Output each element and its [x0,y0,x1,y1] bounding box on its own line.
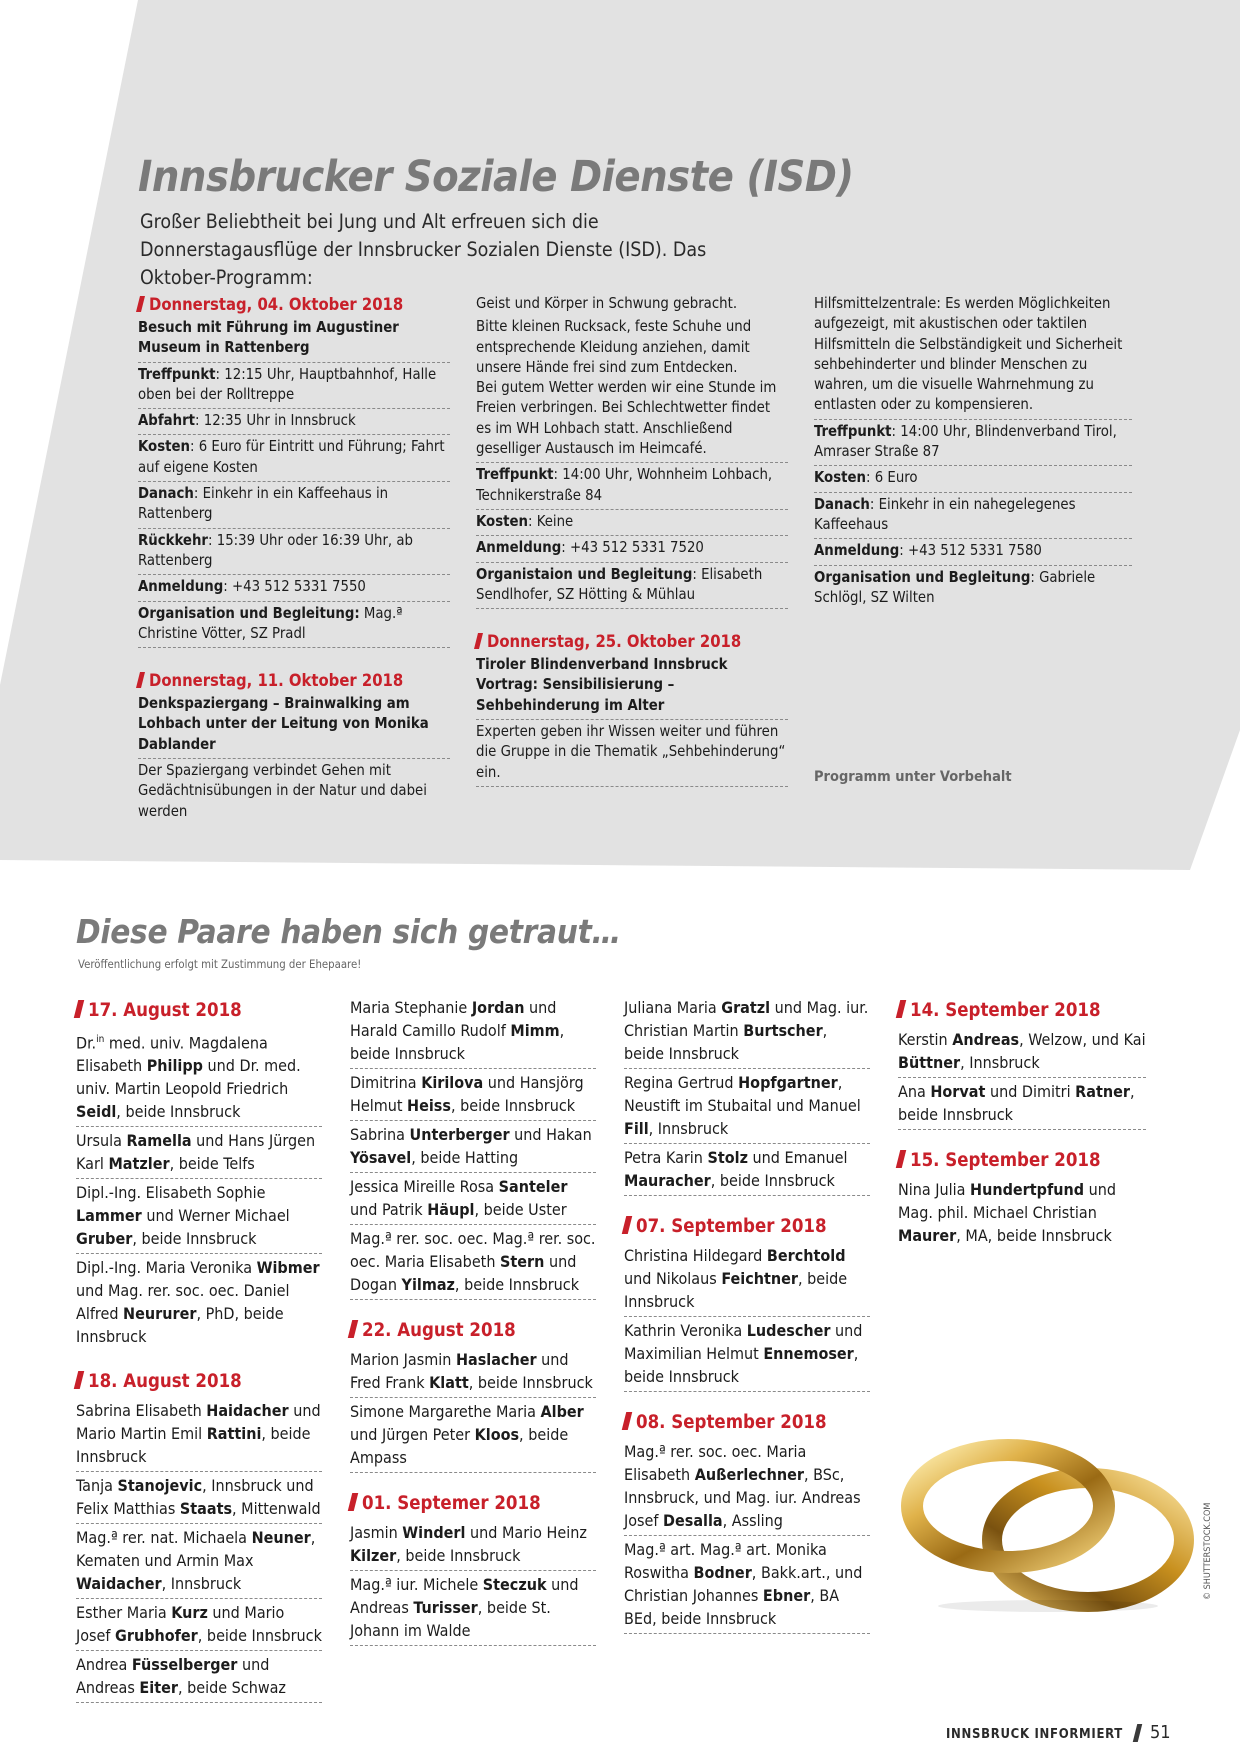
text: und Mag. iur. Christian Martin [624,998,869,1040]
surname: Maurer [898,1226,957,1245]
value: : +43 512 5331 7550 [223,578,366,596]
danach-oct-4 [138,482,450,529]
surname: Wibmer [256,1258,320,1278]
surname: Kurz [171,1603,208,1623]
danach-oct-25 [814,493,1132,540]
text: , beide Innsbruck [624,1344,859,1386]
value: : Gabriele Schlögl, SZ Wilten [814,568,1096,606]
text: Dr. [76,1033,97,1053]
text: und Andreas [76,1655,270,1698]
text: Marion Jasmin [350,1350,456,1369]
value: : 6 Euro [866,469,918,487]
text: und Andreas [350,1575,579,1617]
couple-entry [898,1176,1146,1250]
wedding-rings-image [898,1428,1194,1618]
wedding-date: 01. Septemer 2018 [350,1491,596,1517]
text: , Innsbruck [648,1119,729,1138]
label: Danach [138,485,194,503]
couple-entry [76,1127,322,1179]
surname: Lammer [76,1206,142,1226]
couple-entry [350,1173,596,1225]
value: : 6 Euro für Eintritt und Führung; Fahrt auf eigene Kosten [138,438,445,476]
organisation-oct-4 [138,602,450,649]
couple-entry [624,1536,870,1634]
label: Treffpunkt [476,466,554,484]
text: und Mario Josef [76,1603,285,1646]
text: Christina Hildegard [624,1246,767,1265]
text: Mag.ª rer. nat. Michaela [76,1528,252,1548]
abfahrt-oct-4 [138,409,450,435]
couple-entry [624,1317,870,1392]
surname: Stanojevic [117,1476,203,1496]
text: , beide Innsbruck [454,1275,580,1294]
paare-column-3 [624,996,870,1634]
couple-entry [76,1651,322,1703]
text: , Innsbruck [161,1574,242,1594]
text: Mag.ª rer. soc. oec. Maria Elisabeth [624,1442,807,1484]
label: Danach [814,495,870,513]
publication-name: INNSBRUCK INFORMIERT [946,1727,1123,1742]
value: : Einkehr in ein Kaffeehaus in Rattenberg [138,485,389,523]
text: , beide Innsbruck [396,1546,521,1565]
surname: Waidacher [76,1574,162,1594]
text: Tanja [76,1476,118,1496]
wedding-date: 07. September 2018 [624,1214,870,1240]
paare-column-2 [350,996,596,1646]
text: , beide Innsbruck [468,1373,593,1392]
surname: Neuner [251,1528,311,1548]
surname: Alber [540,1402,584,1421]
couple-entry [624,1069,870,1144]
value: : Einkehr in ein nahegelegenes Kaffeehaus [814,495,1076,533]
text: Kerstin [898,1030,953,1049]
wedding-date: 17. August 2018 [76,998,322,1024]
text: , beide Uster [474,1200,567,1219]
text: , beide Innsbruck [898,1082,1135,1124]
couple-entry [350,1398,596,1473]
text: , beide Innsbruck [197,1626,322,1646]
text: und Mario Heinz [465,1523,587,1542]
treffpunkt-oct-4 [138,363,450,410]
surname: Grubhofer [115,1626,198,1646]
label: Rückkehr [138,531,209,549]
event-text-oct-25: Experten geben ihr Wissen weiter und führen die Gruppe in die Thematik „Sehbehinderung“ ein. [476,720,788,787]
label: Kosten [814,469,867,487]
couple-entry [76,1599,322,1651]
text: med. univ. Magdalena Elisabeth [76,1033,268,1076]
treffpunkt-oct-11 [476,463,788,510]
surname: Gratzl [721,998,771,1017]
label: Kosten [476,512,529,530]
couple-entry [350,996,596,1069]
paare-title: Diese Paare haben sich getraut… [76,912,621,951]
surname: Büttner [898,1053,961,1072]
surname: Yilmaz [401,1275,455,1294]
text: Simone Margarethe Maria [350,1402,541,1421]
text: Nina Julia [898,1180,971,1199]
text: Mag.ª rer. soc. oec. Mag.ª rer. soc. oec. Maria Elisabeth [350,1229,596,1271]
text: , beide Innsbruck [76,1424,311,1467]
event-text-oct-11: Der Spaziergang verbindet Gehen mit Gedächtnisübungen in der Natur und dabei werden [138,762,427,820]
text: , beide Innsbruck [132,1229,257,1249]
text: und Patrik [350,1200,428,1219]
isd-intro: Großer Beliebtheit bei Jung und Alt erfreuen sich die Donnerstagausflüge der Innsbrucker Sozialen Dienste (ISD). Das Oktober-Programm: [140,210,707,289]
page-number: 51 [1149,1722,1171,1743]
surname: Philipp [146,1056,203,1076]
text: und Jürgen Peter [350,1425,475,1444]
surname: Seidl [76,1102,117,1122]
value: : 12:15 Uhr, Hauptbahnhof, Halle oben bei der Rolltreppe [138,365,437,403]
surname: Haidacher [206,1401,289,1421]
text: , MA, beide Innsbruck [956,1226,1112,1245]
surname: Heiss [407,1096,451,1115]
event-text-oct-25-hilfsmittel: Hilfsmittelzentrale: Es werden Möglichkeiten aufgezeigt, mit akustischen oder taktilen Hilfsmitteln die Selbständigkeit und Sicherheit sehbehinderter und blinder Menschen zu wahren, um die visuelle Wahrnehmung zu entlasten oder zu kompensieren. [814,294,1132,420]
text: , beide Innsbruck [710,1171,835,1190]
surname: Rattini [206,1424,262,1444]
paare-note: Veröffentlichung erfolgt mit Zustimmung der Ehepaare! [78,958,362,971]
program-disclaimer: Programm unter Vorbehalt [814,769,1012,785]
isd-column-3 [814,294,1132,611]
surname: Füsselberger [131,1655,238,1675]
couple-entry [350,1069,596,1121]
value: : 12:35 Uhr in Innsbruck [195,412,356,430]
text: und Dr. med. univ. Martin Leopold Friedrich [76,1056,301,1099]
kosten-oct-4 [138,435,450,482]
text: und Fred Frank [350,1350,569,1392]
surname: Ebner [762,1586,811,1605]
wedding-date: 08. September 2018 [624,1410,870,1436]
text: , BA BEd, beide Innsbruck [624,1586,840,1628]
text: Esther Maria [76,1603,172,1623]
value: : Elisabeth Sendlhofer, SZ Hötting & Mühlau [476,565,763,603]
wedding-date: 14. September 2018 [898,998,1146,1024]
couple-entry [898,1078,1146,1130]
text: Petra Karin [624,1148,708,1167]
couple-entry [76,1179,322,1254]
surname: Desalla [663,1511,723,1530]
surname: Neururer [123,1304,197,1324]
surname: Ramella [126,1131,192,1151]
label: Anmeldung [814,542,900,560]
surname: Gruber [76,1229,133,1249]
surname: Bodner [693,1563,752,1582]
event-headline-oct-4: Besuch mit Führung im Augustiner Museum in Rattenberg [138,316,450,363]
value: : Keine [528,512,574,530]
text: , beide Innsbruck [624,1021,828,1063]
surname: Feichtner [721,1269,798,1288]
text: Dipl.-Ing. Elisabeth Sophie [76,1183,266,1203]
text: , beide Innsbruck [350,1021,565,1063]
couple-entry [350,1571,596,1646]
couple-entry [76,1397,322,1472]
text: Mag.ª art. Mag.ª art. Monika Roswitha [624,1540,827,1582]
couple-entry [76,1026,322,1127]
surname: Fill [624,1119,649,1138]
surname: Ludescher [746,1321,831,1340]
text: Regina Gertrud [624,1073,739,1092]
surname: Turisser [413,1598,478,1617]
wedding-date: 18. August 2018 [76,1369,322,1395]
event-date-oct-11: Donnerstag, 11. Oktober 2018 [138,670,450,692]
anmeldung-oct-4 [138,575,450,601]
couple-entry [350,1519,596,1571]
surname: Kilzer [350,1546,397,1565]
label: Abfahrt [138,412,196,430]
surname: Horvat [930,1082,986,1101]
wedding-date: 15. September 2018 [898,1148,1146,1174]
surname: Klatt [429,1373,469,1392]
surname: Stern [500,1252,545,1271]
text: und Hakan [509,1125,592,1144]
surname: Burtscher [743,1021,823,1040]
event-headline-oct-11: Denkspaziergang – Brainwalking am Lohbach unter der Leitung von Monika Dablander [138,692,450,759]
value: : 14:00 Uhr, Wohnheim Lohbach, Technikerstraße 84 [476,466,773,504]
couple-entry [898,1026,1146,1078]
text: , Bakk.art., und Christian Johannes [624,1563,863,1605]
paare-column-1 [76,998,322,1703]
text: Dipl.-Ing. Maria Veronika [76,1258,257,1278]
text: und Harald Camillo Rudolf [350,998,557,1040]
text: Jasmin [350,1523,403,1542]
surname: Mimm [510,1021,560,1040]
text: , beide Schwaz [177,1678,286,1698]
text: , Innsbruck und Felix Matthias [76,1476,314,1519]
surname: Eiter [139,1678,178,1698]
isd-title: Innsbrucker Soziale Dienste (ISD) [138,152,854,202]
text: Sabrina Elisabeth [76,1401,207,1421]
value: : 14:00 Uhr, Blindenverband Tirol, Amraser Straße 87 [814,422,1117,461]
text: , BSc, Innsbruck, und Mag. iur. Andreas Josef [624,1465,861,1530]
text: , Neustift im Stubaital und Manuel [624,1073,861,1115]
text: , beide Innsbruck [116,1102,241,1122]
text: Mag.ª iur. Michele [350,1575,483,1594]
surname: Matzler [108,1154,170,1174]
label: Treffpunkt [138,365,216,383]
couple-entry [76,1254,322,1351]
value: : 15:39 Uhr oder 16:39 Uhr, ab Rattenberg [138,531,413,569]
text: und Hansjörg Helmut [350,1073,584,1115]
text: , beide Innsbruck [624,1269,848,1311]
text: und Mag. rer. soc. oec. Daniel Alfred [76,1281,290,1324]
surname: Andreas [952,1030,1020,1049]
label: Organistaion und Begleitung [476,565,693,583]
text: und Mag. phil. Michael Christian [898,1180,1116,1222]
text: , beide Hatting [411,1148,519,1167]
kosten-oct-11 [476,510,788,536]
surname: Ratner [1075,1082,1130,1101]
couple-entry [350,1225,596,1300]
superscript: in [96,1034,105,1045]
image-copyright: © SHUTTERSTOCK.COM [1203,1502,1213,1600]
couple-entry [624,1438,870,1536]
label: Anmeldung [138,578,224,596]
text: Sabrina [350,1125,410,1144]
text: , beide Telfs [169,1154,255,1174]
text: und Werner Michael [141,1206,290,1226]
surname: Santeler [498,1177,568,1196]
couple-entry [624,1144,870,1196]
text: und Mario Martin Emil [76,1401,321,1444]
couple-entry [76,1472,322,1524]
surname: Winderl [402,1523,466,1542]
text: Jessica Mireille Rosa [350,1177,499,1196]
text: , beide Ampass [350,1425,569,1467]
organisation-oct-25 [814,566,1132,612]
text: , Mittenwald [232,1499,321,1519]
paare-column-4 [898,998,1146,1250]
text: , beide St. Johann im Walde [350,1598,551,1640]
event-date-oct-4: Donnerstag, 04. Oktober 2018 [138,294,450,316]
text: und Nikolaus [624,1269,722,1288]
anmeldung-oct-11 [476,536,788,562]
text: und Dimitri [985,1082,1076,1101]
text: , Kematen und Armin Max [76,1528,316,1571]
event-date-oct-25: Donnerstag, 25. Oktober 2018 [476,631,788,653]
page-footer [946,1722,1171,1743]
label: Organisation und Begleitung [814,568,1031,586]
surname: Hundertpfund [970,1180,1085,1199]
text: Ursula [76,1131,127,1151]
surname: Unterberger [409,1125,510,1144]
surname: Außerlechner [694,1465,804,1484]
event-text-oct-11-rucksack: Bitte kleinen Rucksack, feste Schuhe und entsprechende Kleidung anziehen, damit unsere Hände frei sind zum Entdecken. [476,318,752,376]
event-headline-oct-25: Tiroler Blindenverband Innsbruck Vortrag: Sensibilisierung – Sehbehinderung im Alter [476,653,788,720]
organisation-oct-11 [476,563,788,610]
text: und Dogan [350,1252,577,1294]
surname: Haslacher [455,1350,537,1369]
surname: Mauracher [624,1171,711,1190]
event-text-oct-11-wetter: Bei gutem Wetter werden wir eine Stunde im Freien verbringen. Bei Schlechtwetter findet es im WH Lohbach statt. Anschließend geselliger Austausch im Heimcafé. [476,378,788,463]
couple-entry [624,1242,870,1317]
value: : +43 512 5331 7580 [899,542,1042,560]
text: Kathrin Veronika [624,1321,747,1340]
text: , Welzow, und Kai [1019,1030,1146,1049]
value: : +43 512 5331 7520 [561,539,704,557]
label: Kosten [138,438,191,456]
surname: Jordan [471,998,525,1017]
text: Dimitrina [350,1073,422,1092]
text: , Innsbruck [960,1053,1040,1072]
label: Anmeldung [476,539,562,557]
isd-column-2 [476,294,788,787]
value: Mag.ª Christine Vötter, SZ Pradl [138,604,403,642]
surname: Hopfgartner [738,1073,838,1092]
surname: Kloos [474,1425,520,1444]
couple-entry [350,1121,596,1173]
surname: Stolz [707,1148,748,1167]
surname: Häupl [427,1200,475,1219]
surname: Steczuk [482,1575,547,1594]
surname: Staats [179,1499,233,1519]
label: Organisation und Begleitung: [138,604,360,622]
surname: Kirilova [421,1073,484,1092]
text: Juliana Maria [624,998,722,1017]
isd-column-1 [138,294,450,825]
event-text-oct-11-cont: Geist und Körper in Schwung gebracht. [476,295,738,312]
text: Maria Stephanie [350,998,472,1017]
surname: Yösavel [350,1148,412,1167]
text: und Maximilian Helmut [624,1321,863,1363]
text: und Hans Jürgen Karl [76,1131,316,1174]
treffpunkt-oct-25 [814,420,1132,467]
text: , PhD, beide Innsbruck [76,1304,284,1347]
kosten-oct-25 [814,466,1132,492]
couple-entry [624,996,870,1069]
text: und Emanuel [747,1148,848,1167]
rueckkehr-oct-4 [138,529,450,576]
text: , Assling [722,1511,783,1530]
wedding-date: 22. August 2018 [350,1318,596,1344]
footer-slash [1133,1724,1142,1742]
text: , beide Innsbruck [450,1096,576,1115]
label: Treffpunkt [814,422,892,440]
couple-entry [76,1524,322,1599]
text: Ana [898,1082,931,1101]
couple-entry [350,1346,596,1398]
surname: Ennemoser [763,1344,854,1363]
anmeldung-oct-25 [814,539,1132,565]
text: Andrea [76,1655,132,1675]
surname: Berchtold [766,1246,846,1265]
